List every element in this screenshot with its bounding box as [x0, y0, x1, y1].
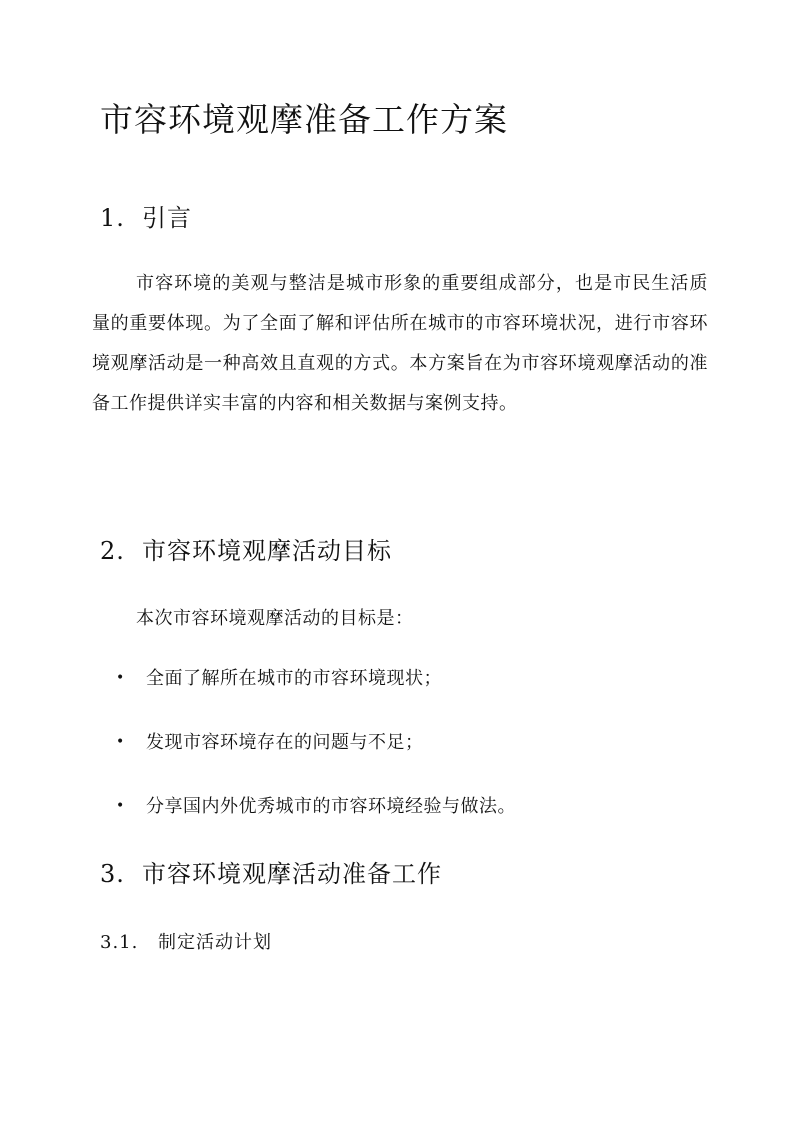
section-2-intro: 本次市容环境观摩活动的目标是： — [136, 608, 414, 629]
section-1-title: 引言 — [142, 204, 192, 232]
section-2-heading — [100, 531, 392, 566]
section-1-paragraph: 市容环境的美观与整洁是城市形象的重要组成部分，也是市民生活质量的重要体现。为了全面了解和评估所在城市的市容环境状况，进行市容环境观摩活动是一种高效且直观的方式。本方案旨在为市容环境观摩活动的准备工作提供详实丰富的内容和相关数据与案例支持。 — [92, 273, 708, 414]
document-title: 市容环境观摩准备工作方案 — [100, 100, 508, 139]
list-item — [116, 728, 516, 792]
bullet-icon: • — [116, 734, 125, 750]
section-3-number: 3. — [100, 860, 125, 888]
subsection-3-1-number: 3.1. — [100, 932, 139, 953]
subsection-3-1-title: 制定活动计划 — [158, 932, 272, 953]
section-1-heading — [100, 198, 192, 233]
list-item — [116, 792, 516, 856]
list-item-text: 分享国内外优秀城市的市容环境经验与做法。 — [146, 796, 516, 817]
list-item-text: 发现市容环境存在的问题与不足； — [146, 732, 424, 753]
section-3-title: 市容环境观摩活动准备工作 — [142, 860, 442, 888]
section-2-title: 市容环境观摩活动目标 — [142, 537, 392, 565]
bullet-icon: • — [116, 798, 125, 814]
section-3-heading — [100, 854, 442, 889]
subsection-3-1-heading — [100, 928, 272, 954]
list-item — [116, 664, 516, 728]
section-1-number: 1. — [100, 204, 125, 232]
goal-list — [116, 664, 516, 856]
section-2-number: 2. — [100, 537, 125, 565]
list-item-text: 全面了解所在城市的市容环境现状； — [146, 668, 442, 689]
bullet-icon: • — [116, 670, 125, 686]
